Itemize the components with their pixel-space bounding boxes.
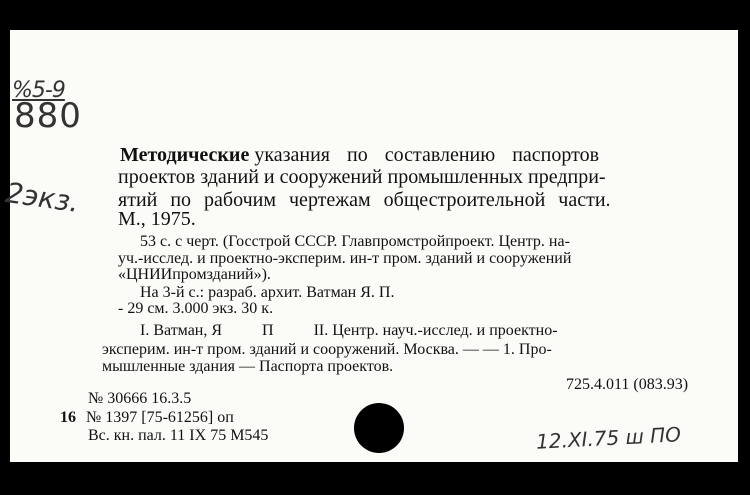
footer-line-2-prefix: 16 [60,409,76,426]
collation-line-1: 53 с. с черт. (Госстрой СССР. Главпромстройпроект. Центр. на- [140,233,570,250]
tracing-line-3: мышленные здания — Паспорта проектов. [102,358,394,375]
collation-line-2: уч.-исслед. и проектно-эксперим. ин-т пром. зданий и сооружений [118,250,572,267]
footer-line-1: № 30666 16.3.5 [88,390,192,407]
handwritten-call-number: 880 [14,96,82,136]
footer-line-2-text: № 1397 [75-61256] оп [86,409,234,426]
title-line-4: М., 1975. [118,208,196,230]
title-bold: Методические [120,144,250,166]
handwritten-date-note: 12.XI.75 ш ПО [535,422,682,454]
tracing-line-2: эксперим. ин-т пром. зданий и сооружений. Москва. — — 1. Про- [102,341,552,358]
tracing-line-1: I. Ватман, Я П II. Центр. науч.-исслед. и проектно- [140,322,558,339]
note-line-2: - 29 см. 3.000 экз. 30 к. [118,300,274,317]
note-line-1: На 3-й с.: разраб. архит. Ватман Я. П. [140,284,395,301]
classification-index: 725.4.011 (083.93) [566,376,689,393]
collation-line-3: «ЦНИИпромзданий»). [118,266,271,283]
title-line-1-rest: указания по составлению паспортов [254,144,600,166]
footer-line-3: Вс. кн. пал. 11 IX 75 М545 [88,427,269,444]
title-line-1 [120,144,599,167]
punch-hole [354,403,404,453]
handwritten-call-code: %5-9 [12,78,65,103]
title-line-3: ятий по рабочим чертежам общестроительной части. [118,189,611,211]
footer-line-2 [60,409,234,426]
title-line-2: проектов зданий и сооружений промышленных предпри- [118,166,606,188]
handwritten-copies: 2экз. [3,176,82,219]
